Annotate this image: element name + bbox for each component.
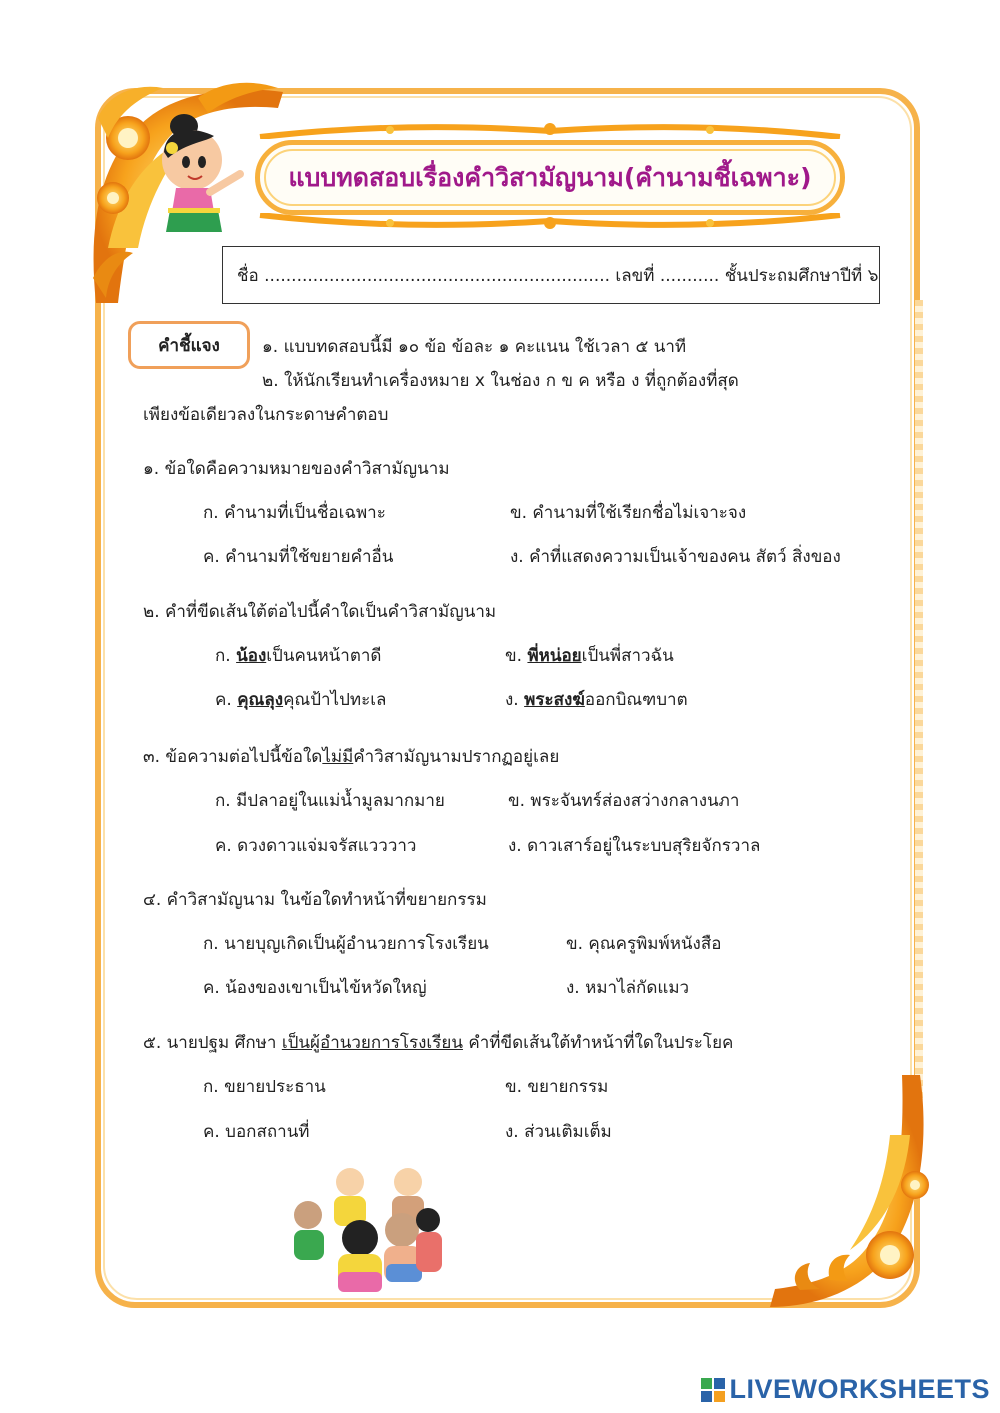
q5-option-a[interactable]: ก. ขยายประธาน xyxy=(203,1077,326,1097)
q5-text-underlined: เป็นผู้อำนวยการโรงเรียน xyxy=(281,1033,463,1053)
q2-option-d-prefix: ง. xyxy=(505,690,525,710)
instructions-tag xyxy=(128,321,250,369)
q5-text-rest: คำที่ขีดเส้นใต้ทำหน้าที่ใดในประโยค xyxy=(462,1033,734,1053)
instruction-line-3: เพียงข้อเดียวลงในกระดาษคำตอบ xyxy=(143,405,389,425)
q5-option-c[interactable]: ค. บอกสถานที่ xyxy=(203,1122,310,1142)
q3-option-b[interactable]: ข. พระจันทร์ส่องสว่างกลางนภา xyxy=(508,791,740,811)
q1-option-c[interactable]: ค. คำนามที่ใช้ขยายคำอื่น xyxy=(203,547,394,567)
q4-option-c[interactable]: ค. น้องของเขาเป็นไข้หวัดใหญ่ xyxy=(203,978,427,998)
q3-text-rest: คำวิสามัญนามปรากฏอยู่เลย xyxy=(353,747,560,767)
q2-option-b-underlined: พี่หน่อย xyxy=(527,646,582,666)
liveworksheets-watermark xyxy=(701,1374,990,1405)
worksheet-title: แบบทดสอบเรื่องคำวิสามัญนาม(คำนามชี้เฉพาะ) xyxy=(288,162,812,192)
student-info-line: ชื่อ ................................................................ เลขที่ ........... ชั้นประถมศึกษาปีที่ ๖ xyxy=(237,265,879,286)
q2-option-c-rest: คุณป้าไปทะเล xyxy=(283,690,387,710)
q2-option-b[interactable] xyxy=(505,646,674,666)
question-3 xyxy=(143,747,559,767)
q2-option-a-prefix: ก. xyxy=(215,646,237,666)
liveworksheets-logo-icon xyxy=(701,1378,725,1402)
q2-option-c-prefix: ค. xyxy=(215,690,238,710)
q3-text-prefix: ๓. ข้อความต่อไปนี้ข้อใด xyxy=(143,747,323,767)
instruction-line-1: ๑. แบบทดสอบนี้มี ๑๐ ข้อ ข้อละ ๑ คะแนน ใช้เวลา ๕ นาที xyxy=(262,337,687,357)
title-banner-bottom-decoration xyxy=(240,213,860,231)
q4-option-a[interactable]: ก. นายบุญเกิดเป็นผู้อำนวยการโรงเรียน xyxy=(203,934,489,954)
q5-option-b[interactable]: ข. ขยายกรรม xyxy=(505,1077,609,1097)
q3-option-d[interactable]: ง. ดาวเสาร์อยู่ในระบบสุริยจักรวาล xyxy=(508,836,761,856)
children-praying-illustration xyxy=(288,1160,448,1300)
q1-option-d[interactable]: ง. คำที่แสดงความเป็นเจ้าของคน สัตว์ สิ่งของ xyxy=(510,547,841,567)
question-2: ๒. คำที่ขีดเส้นใต้ต่อไปนี้คำใดเป็นคำวิสามัญนาม xyxy=(143,602,497,622)
q5-option-d[interactable]: ง. ส่วนเติมเต็ม xyxy=(505,1122,612,1142)
instruction-line-2: ๒. ให้นักเรียนทำเครื่องหมาย x ในช่อง ก ข ค หรือ ง ที่ถูกต้องที่สุด xyxy=(262,371,739,391)
instructions-tag-label: คำชี้แจง xyxy=(158,335,220,356)
q2-option-b-rest: เป็นพี่สาวฉัน xyxy=(581,646,674,666)
q3-text-underlined: ไม่มี xyxy=(322,747,354,767)
liveworksheets-logo-text: LIVEWORKSHEETS xyxy=(729,1374,990,1404)
q3-option-c[interactable]: ค. ดวงดาวแจ่มจรัสแวววาว xyxy=(215,836,417,856)
q2-option-a[interactable] xyxy=(215,646,381,666)
q1-option-b[interactable]: ข. คำนามที่ใช้เรียกชื่อไม่เจาะจง xyxy=(510,503,747,523)
title-banner xyxy=(255,140,845,215)
q4-option-d[interactable]: ง. หมาไล่กัดแมว xyxy=(566,978,690,998)
question-1: ๑. ข้อใดคือความหมายของคำวิสามัญนาม xyxy=(143,459,450,479)
q2-option-a-underlined: น้อง xyxy=(236,646,267,666)
cartoon-girl-illustration xyxy=(148,112,248,237)
title-banner-top-decoration xyxy=(240,121,860,139)
q4-option-b[interactable]: ข. คุณครูพิมพ์หนังสือ xyxy=(566,934,722,954)
q2-option-c[interactable] xyxy=(215,690,386,710)
q3-option-a[interactable]: ก. มีปลาอยู่ในแม่น้ำมูลมากมาย xyxy=(215,791,445,811)
q2-option-d-rest: ออกบิณฑบาต xyxy=(584,690,688,710)
pixel-border-decoration xyxy=(915,300,923,1100)
q2-option-b-prefix: ข. xyxy=(505,646,528,666)
q2-option-d[interactable] xyxy=(505,690,688,710)
question-4: ๔. คำวิสามัญนาม ในข้อใดทำหน้าที่ขยายกรรม xyxy=(143,890,487,910)
q2-option-d-underlined: พระสงฆ์ xyxy=(524,690,585,710)
q5-text-prefix: ๕. นายปฐม ศึกษา xyxy=(143,1033,282,1053)
thai-ornament-bottom-right xyxy=(770,1075,930,1315)
q2-option-a-rest: เป็นคนหน้าตาดี xyxy=(266,646,382,666)
question-5 xyxy=(143,1033,733,1053)
student-info-box xyxy=(222,246,880,304)
q2-option-c-underlined: คุณลุง xyxy=(237,690,284,710)
q1-option-a[interactable]: ก. คำนามที่เป็นชื่อเฉพาะ xyxy=(203,503,386,523)
